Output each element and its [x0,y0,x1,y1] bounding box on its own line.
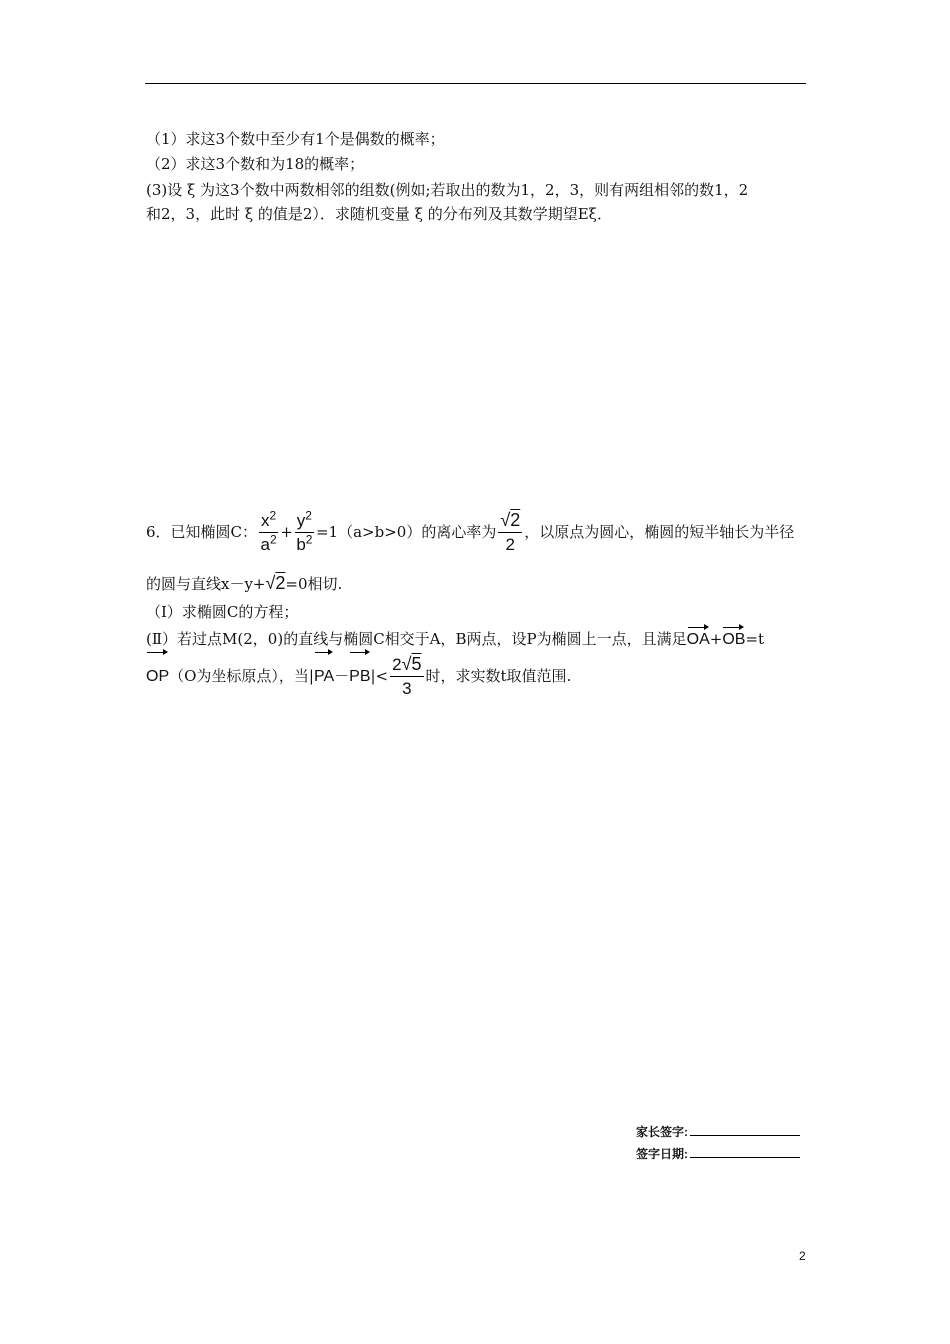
vector-pa: PA [314,648,334,700]
header-rule [145,83,806,84]
signature-date-row [636,1145,800,1162]
vector-oa: OA [687,623,710,651]
q6-stem-tail: ，以原点为圆心，椭圆的短半轴长为半径 [524,523,795,541]
q6-prefix: 6．已知椭圆C： [146,523,258,541]
q6-stem-line2: 的圆与直线x－y+√2=0相切. [146,573,343,593]
q6-part1: （Ⅰ）求椭圆C的方程； [146,603,299,621]
q5-part2: （2）求这3个数和为18的概率； [146,155,365,173]
parent-signature-blank[interactable] [690,1123,800,1136]
q5-part3-line1: (3)设 ξ 为这3个数中两数相邻的组数(例如;若取出的数为1，2，3，则有两组相邻的数1，2 [146,181,749,199]
q5-part3-line2: 和2，3，此时 ξ 的值是2）．求随机变量 ξ 的分布列及其数学期望Eξ． [146,205,612,223]
vector-pb: PB [349,648,370,700]
signature-date-blank[interactable] [690,1145,800,1158]
vector-ob: OB [722,623,745,651]
q5-part1: （1）求这3个数中至少有1个是偶数的概率； [146,130,445,148]
fraction-x2-a2: $\frac{x^2}{a^2}$ [260,507,277,554]
eccentricity-fraction: $\frac{√2}{2}$ [500,510,521,554]
fraction-y2-b2: $\frac{y^2}{b^2}$ [296,507,313,554]
q6-part2-line1: (Ⅱ）若过点M(2，0)的直线与椭圆C相交于A，B两点，设P为椭圆上一点，且满足OA+OB=t [146,623,764,651]
q6-part2-line2: OP（O为坐标原点），当|PA－PB|< $\frac{2√5}{3}$ 时，求实数t取值范围. [146,648,571,701]
q6-stem-line1: 6．已知椭圆C： $\frac{x^2}{a^2}$ + $\frac{y^2}{b^2}$ =1（a>b>0）的离心率为 $\frac{√2}{2}$ ，以原点为圆心，椭圆的短半轴长为半径 [146,508,794,557]
signature-date-label: 签字日期: [636,1147,688,1161]
parent-signature-row [636,1123,800,1140]
page-number: 2 [799,1249,806,1263]
q6-condition: =1（a>b>0）的离心率为 [315,523,497,541]
bound-fraction: $\frac{2√5}{3}$ [392,654,422,698]
parent-signature-label: 家长签字: [636,1125,688,1139]
vector-op: OP [146,648,169,700]
